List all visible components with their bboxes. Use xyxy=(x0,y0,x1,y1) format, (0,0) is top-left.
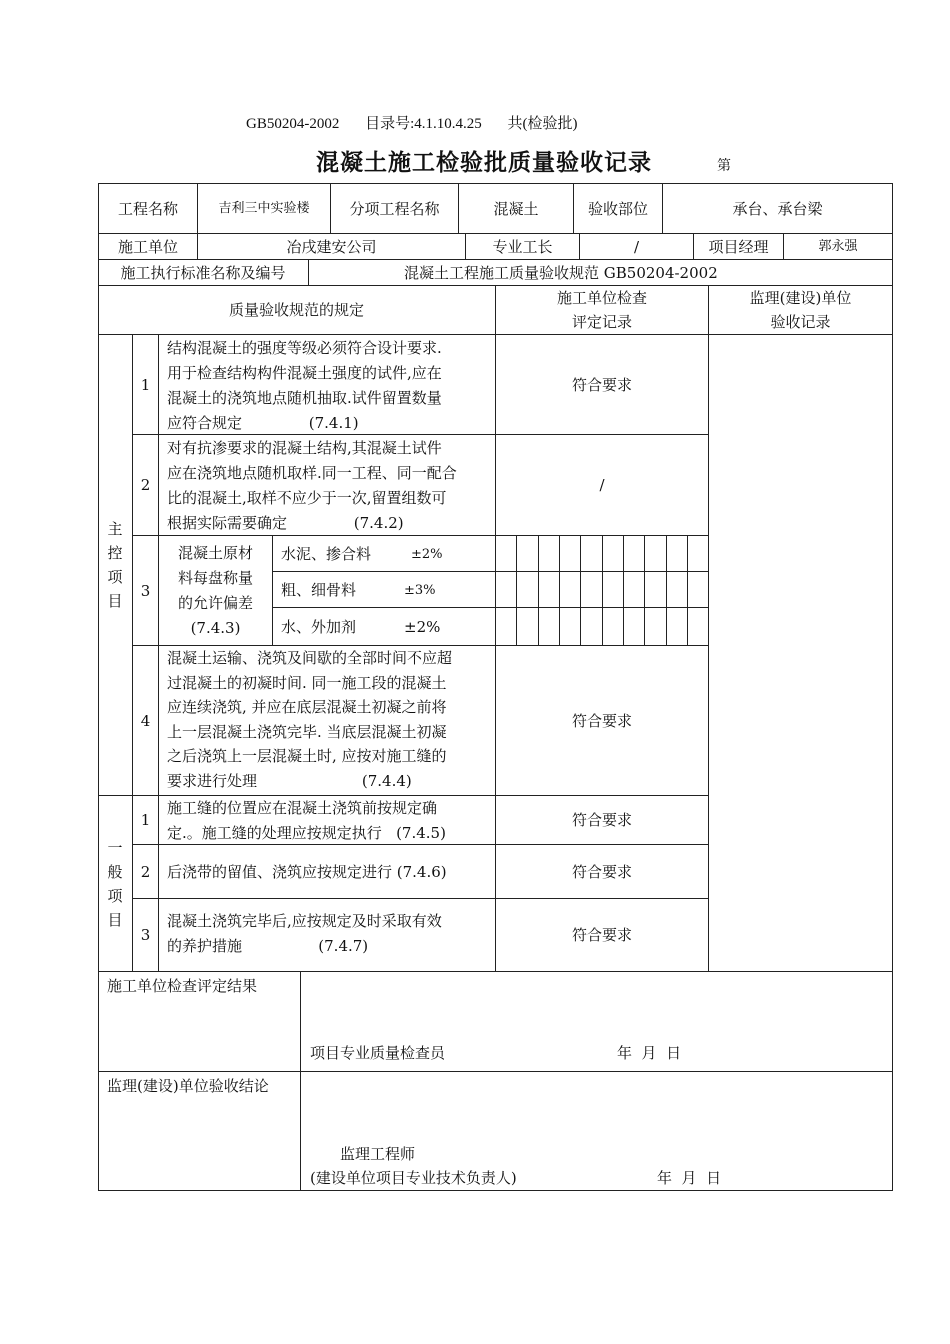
general-item-3-no: 3 xyxy=(140,926,151,944)
construction-unit-value: 冶戌建安公司 xyxy=(286,237,377,256)
sub-aggregate-tolerance: ±3% xyxy=(404,583,436,598)
supervision-record-header: 监理(建设)单位 验收记录 xyxy=(749,289,852,331)
general-item-3-text: 混凝土浇筑完毕后,应按规定及时采取有效 的养护措施 (7.4.7) xyxy=(167,912,442,955)
standard-value: 混凝土工程施工质量验收规范 GB50204-2002 xyxy=(404,263,718,282)
standard-label: 施工执行标准名称及编号 xyxy=(120,263,286,282)
main-item-2-text: 对有抗渗要求的混凝土结构,其混凝土试件 应在浇筑地点随机取样.同一工程、同一配合 比的混凝土,取样不应少于一次,留置组数可 根据实际需要确定 (7.4.2) xyxy=(167,439,457,532)
construction-result-label: 施工单位检查评定结果 xyxy=(107,977,258,995)
foreman-label: 专业工长 xyxy=(492,237,553,256)
sub-aggregate-name: 粗、细骨料 xyxy=(281,581,357,599)
page-title: 混凝土施工检验批质量验收记录 xyxy=(316,149,652,176)
main-item-3-text: 混凝土原材 料每盘称量 的允许偏差 (7.4.3) xyxy=(177,543,253,637)
main-item-2-result: / xyxy=(599,476,605,494)
inspection-part-value: 承台、承台梁 xyxy=(732,200,823,218)
general-item-1-result: 符合要求 xyxy=(571,811,632,829)
project-name-value: 吉利三中实验楼 xyxy=(218,201,310,216)
general-item-2-no: 2 xyxy=(140,862,151,881)
inspection-date: 年 月 日 xyxy=(617,1044,682,1062)
spec-header: 质量验收规范的规定 xyxy=(228,301,364,319)
sub-project-value: 混凝土 xyxy=(493,200,539,218)
construction-unit-label: 施工单位 xyxy=(117,237,178,256)
sub-cement-name: 水泥、掺合料 xyxy=(281,545,372,563)
main-item-4-text: 混凝土运输、浇筑及间歇的全部时间不应超 过混凝土的初凝时间. 同一施工段的混凝土 应连续浇筑, 并应在底层混凝土初凝之前将 上一层混凝土浇筑完毕. 当底层混凝土初凝 之后浇筑上一层混凝土时, 应按对施工缝的 要求进行处理 (7.4.4) xyxy=(167,649,453,790)
doc-header-line xyxy=(246,112,600,133)
main-control-label: 主 控 项 目 xyxy=(107,520,123,610)
sub-cement-tolerance: ±2% xyxy=(411,547,443,562)
sub-water-name: 水、外加剂 xyxy=(281,618,357,636)
general-item-1-text: 施工缝的位置应在混凝土浇筑前按规定确 定.。施工缝的处理应按规定执行 (7.4.5) xyxy=(167,799,446,842)
quality-inspector-label: 项目专业质量检查员 xyxy=(310,1044,446,1062)
main-item-3-no: 3 xyxy=(140,581,151,600)
main-item-1-no: 1 xyxy=(140,375,151,394)
supervision-conclusion-label: 监理(建设)单位验收结论 xyxy=(107,1077,269,1095)
main-item-1-text: 结构混凝土的强度等级必须符合设计要求. 用于检查结构构件混凝土强度的试件,应在 混凝土的浇筑地点随机抽取.试件留置数量 应符合规定 (7.4.1) xyxy=(167,339,442,432)
owner-technical-lead-label: (建设单位项目专业技术负责人) xyxy=(310,1169,517,1187)
batch-label: 共(检验批) xyxy=(507,116,578,132)
general-item-3-result: 符合要求 xyxy=(571,926,632,944)
main-item-4-result: 符合要求 xyxy=(571,711,632,730)
general-item-label: 一 般 项 目 xyxy=(107,838,123,929)
manager-value: 郭永强 xyxy=(818,238,858,254)
project-name-label: 工程名称 xyxy=(117,200,178,218)
foreman-value: / xyxy=(633,237,640,256)
sub-water-tolerance: ±2% xyxy=(404,618,441,636)
general-item-1-no: 1 xyxy=(140,811,151,829)
general-item-2-result: 符合要求 xyxy=(571,862,632,881)
inspection-part-label: 验收部位 xyxy=(587,200,648,218)
main-item-1-result: 符合要求 xyxy=(571,375,632,394)
main-item-4-no: 4 xyxy=(140,711,151,730)
check-record-header: 施工单位检查 评定记录 xyxy=(556,289,647,331)
general-item-2-text: 后浇带的留值、浇筑应按规定进行 (7.4.6) xyxy=(167,862,447,881)
catalog-number: 目录号:4.1.10.4.25 xyxy=(365,116,482,132)
supervising-engineer-label: 监理工程师 xyxy=(340,1145,416,1163)
page-number-label: 第 xyxy=(717,158,731,174)
standard-code: GB50204-2002 xyxy=(246,116,340,132)
main-item-2-no: 2 xyxy=(140,476,151,494)
sub-project-label: 分项工程名称 xyxy=(349,200,440,218)
manager-label: 项目经理 xyxy=(708,237,769,256)
supervision-date: 年 月 日 xyxy=(657,1169,722,1187)
